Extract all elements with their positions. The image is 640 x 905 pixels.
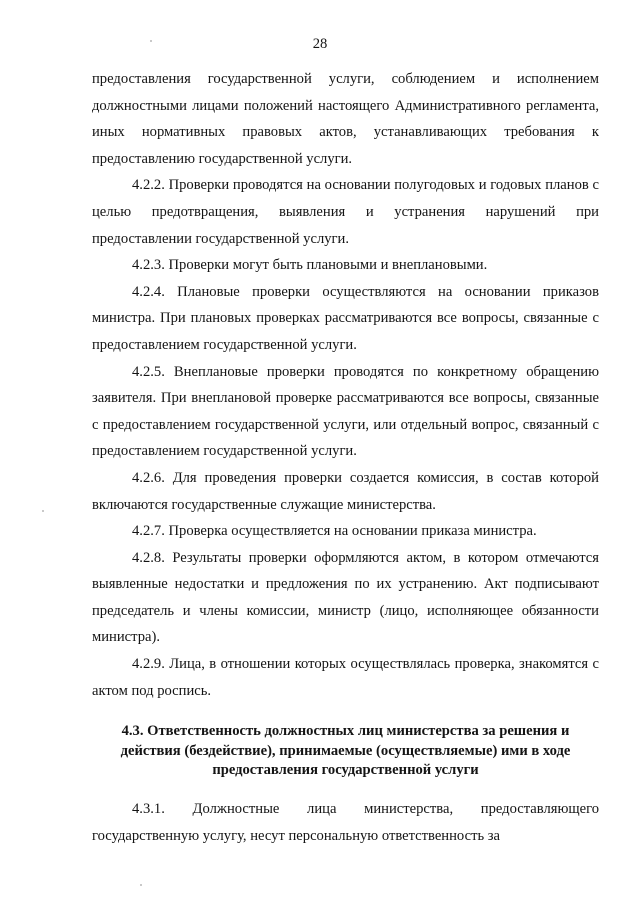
spacer (92, 780, 599, 796)
section-heading-4-3: 4.3. Ответственность должностных лиц министерства за решения и действия (бездействие), принимаемые (осуществляемые) ими в ходе предоставления государственной услуги (120, 723, 571, 779)
paragraph-4-2-9: 4.2.9. Лица, в отношении которых осуществлялась проверка, знакомятся с актом под роспись. (92, 656, 599, 699)
paragraph-4-2-8: 4.2.8. Результаты проверки оформляются актом, в котором отмечаются выявленные недостатки и предложения по их устранению. Акт подписывают председатель и члены комиссии, министр (лицо, исполняющее обязанности министра). (92, 549, 599, 646)
paragraph-4-2-2: 4.2.2. Проверки проводятся на основании полугодовых и годовых планов с целью предотвращения, выявления и устранения нарушений при предоставлении государственной услуги. (92, 177, 599, 247)
page-number: 28 (312, 36, 328, 52)
scan-speck (42, 510, 44, 512)
paragraph-4-2-6: 4.2.6. Для проведения проверки создается комиссия, в состав которой включаются государственные служащие министерства. (92, 469, 599, 513)
document-body (92, 66, 599, 850)
scan-speck (150, 40, 152, 42)
paragraph-4-2-4: 4.2.4. Плановые проверки осуществляются на основании приказов министра. При плановых проверках рассматриваются все вопросы, связанные с предоставлением государственной услуги. (92, 283, 599, 353)
paragraph-4-3-1: 4.3.1. Должностные лица министерства, предоставляющего государственную услугу, несут персональную ответственность за (92, 801, 599, 845)
paragraph-4-2-5: 4.2.5. Внеплановые проверки проводятся по конкретному обращению заявителя. При внеплановой проверке рассматриваются все вопросы, связанные с предоставлением государственной услуги, или отдельный вопрос, связанный с предоставлением государственной услуги. (92, 363, 599, 460)
scan-speck (140, 884, 142, 886)
paragraph-continuation: предоставления государственной услуги, соблюдением и исполнением должностными лицами положений настоящего Административного регламента, иных нормативных правовых актов, устанавливающих требования к предоставлению государственной услуги. (92, 71, 599, 167)
spacer (92, 704, 599, 722)
paragraph-4-2-3: 4.2.3. Проверки могут быть плановыми и внеплановыми. (132, 257, 488, 274)
paragraph-4-2-7: 4.2.7. Проверка осуществляется на основании приказа министра. (132, 523, 537, 540)
